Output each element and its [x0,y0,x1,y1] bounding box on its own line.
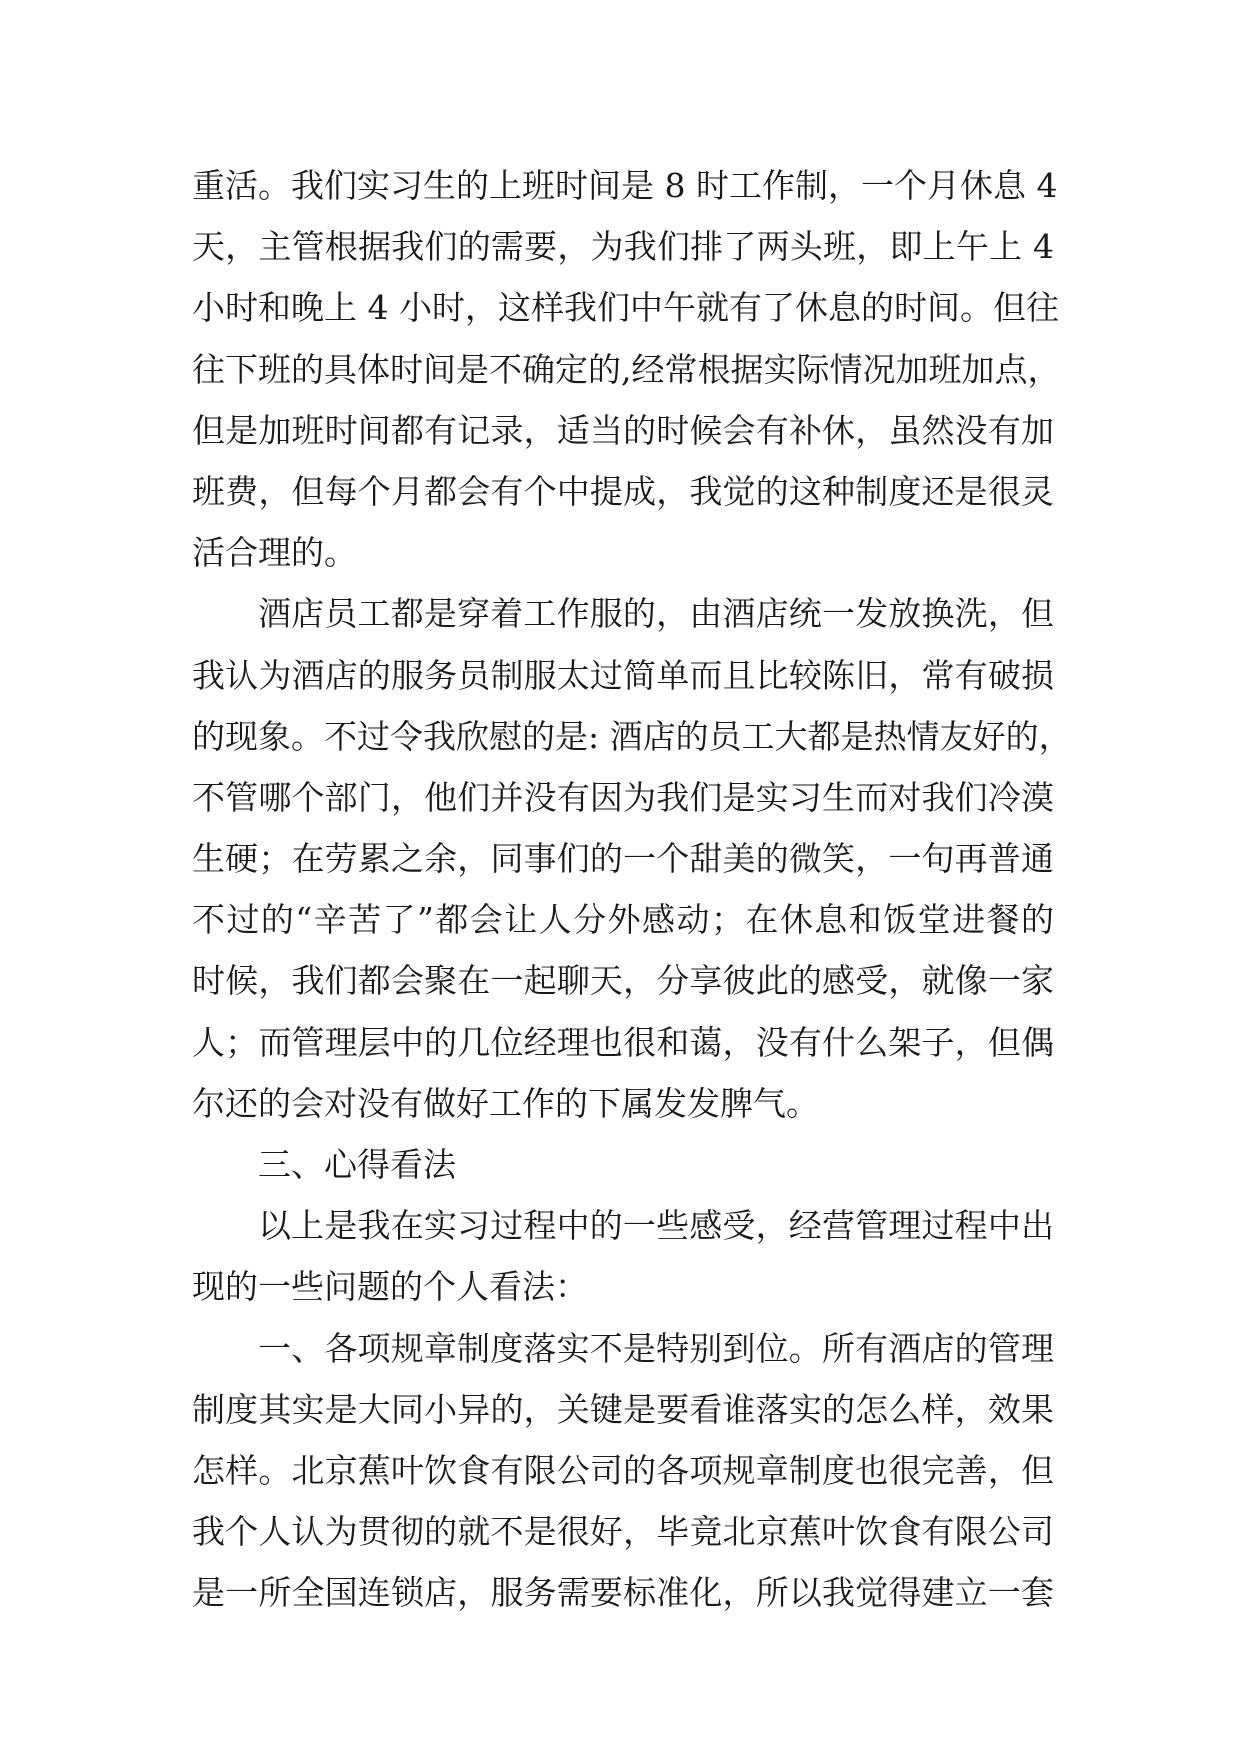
text-line: 是一所全国连锁店，服务需要标准化，所以我觉得建立一套 [192,1573,1054,1613]
text-line: 天，主管根据我们的需要，为我们排了两头班，即上午上 4 [192,227,1054,267]
text-line: 生硬；在劳累之余，同事们的一个甜美的微笑，一句再普通 [192,839,1054,879]
text-line: 班费，但每个月都会有个中提成，我觉的这种制度还是很灵 [192,471,1054,511]
text-line: 时候，我们都会聚在一起聊天，分享彼此的感受，就像一家 [192,961,1054,1001]
text-line: 怎样。北京蕉叶饮食有限公司的各项规章制度也很完善，但 [192,1450,1054,1490]
text-line: 制度其实是大同小异的，关键是要看谁落实的怎么样，效果 [192,1389,1054,1429]
paragraph-start-line: 以上是我在实习过程中的一些感受，经营管理过程中出 [258,1206,1054,1246]
text-line: 现的一些问题的个人看法： [192,1267,588,1307]
text-line: 小时和晚上 4 小时，这样我们中午就有了休息的时间。但往 [192,288,1059,328]
text-line: 重活。我们实习生的上班时间是 8 时工作制，一个月休息 4 [192,166,1058,205]
text-line: 往下班的具体时间是不确定的,经常根据实际情况加班加点， [192,349,1061,389]
body-text [192,155,1072,1624]
text-line: 但是加班时间都有记录，适当的时候会有补休，虽然没有加 [192,410,1054,450]
text-line: 活合理的。 [192,533,357,573]
paragraph-start-line: 一、各项规章制度落实不是特别到位。所有酒店的管理 [258,1328,1054,1368]
text-line: 我认为酒店的服务员制服太过简单而且比较陈旧，常有破损 [192,655,1054,695]
paragraph-start-line: 酒店员工都是穿着工作服的，由酒店统一发放换洗，但 [258,594,1054,634]
text-line: 不过的“辛苦了”都会让人分外感动；在休息和饭堂进餐的 [192,900,1054,940]
text-line: 人；而管理层中的几位经理也很和蔼，没有什么架子，但偶 [192,1022,1054,1062]
text-line: 尔还的会对没有做好工作的下属发发脾气。 [192,1083,819,1123]
text-line: 不管哪个部门，他们并没有因为我们是实习生而对我们冷漠 [192,777,1054,817]
text-line: 我个人认为贯彻的就不是很好，毕竟北京蕉叶饮食有限公司 [192,1512,1054,1552]
section-heading: 三、心得看法 [258,1145,456,1184]
text-line: 的现象。不过令我欣慰的是: 酒店的员工大都是热情友好的， [192,716,1072,756]
